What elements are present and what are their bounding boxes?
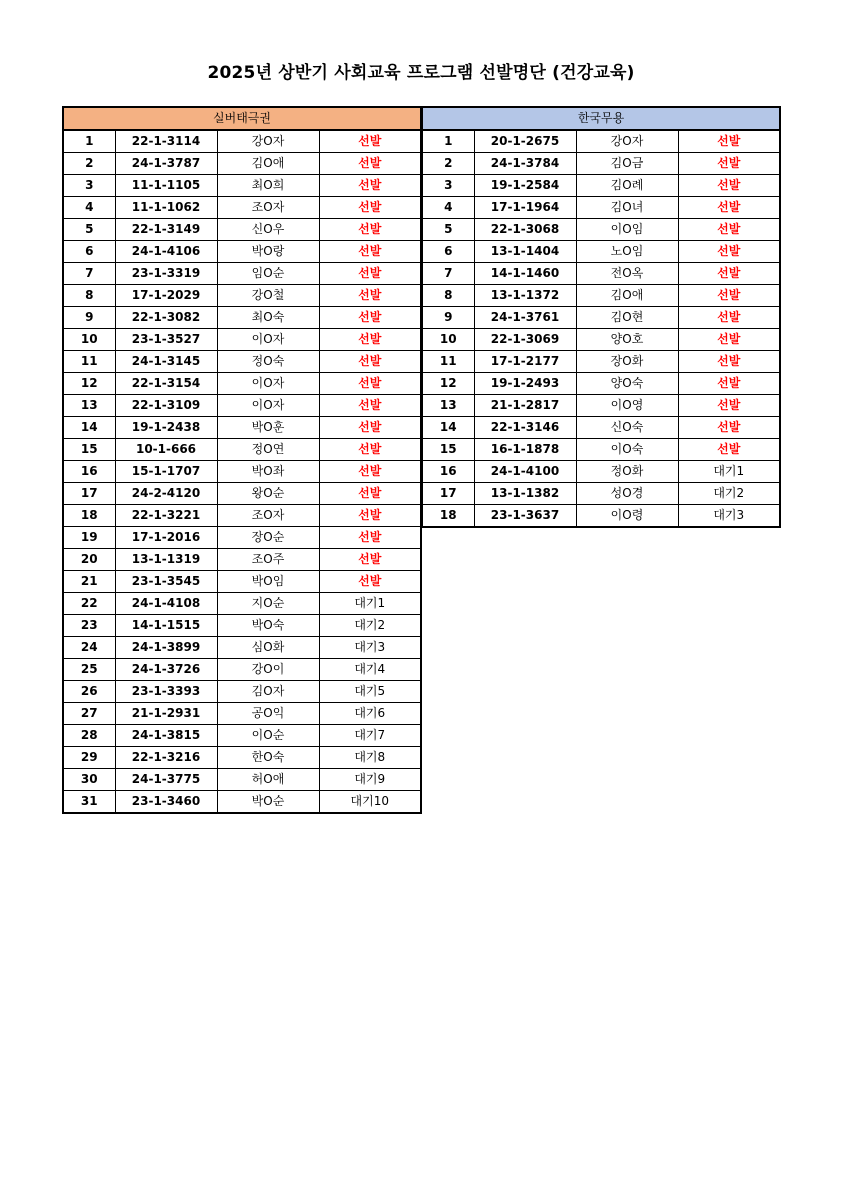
applicant-id: 23-1-3393 bbox=[115, 681, 217, 703]
selection-status: 선발 bbox=[678, 307, 780, 329]
selection-status: 선발 bbox=[319, 571, 421, 593]
applicant-name: 이O령 bbox=[576, 505, 678, 528]
applicant-name: 김O금 bbox=[576, 153, 678, 175]
applicant-id: 23-1-3319 bbox=[115, 263, 217, 285]
applicant-name: 이O순 bbox=[217, 725, 319, 747]
applicant-id: 22-1-3154 bbox=[115, 373, 217, 395]
selection-status: 선발 bbox=[319, 395, 421, 417]
applicant-id: 24-1-4106 bbox=[115, 241, 217, 263]
applicant-id: 23-1-3545 bbox=[115, 571, 217, 593]
row-number: 12 bbox=[63, 373, 115, 395]
row-number: 16 bbox=[422, 461, 474, 483]
table-row bbox=[63, 593, 421, 615]
applicant-id: 14-1-1515 bbox=[115, 615, 217, 637]
row-number: 20 bbox=[63, 549, 115, 571]
applicant-id: 19-1-2493 bbox=[474, 373, 576, 395]
selection-status: 선발 bbox=[319, 483, 421, 505]
applicant-name: 공O익 bbox=[217, 703, 319, 725]
applicant-name: 이O자 bbox=[217, 373, 319, 395]
applicant-id: 22-1-3149 bbox=[115, 219, 217, 241]
table-row bbox=[63, 175, 421, 197]
applicant-id: 22-1-3146 bbox=[474, 417, 576, 439]
selection-status: 선발 bbox=[678, 241, 780, 263]
row-number: 10 bbox=[63, 329, 115, 351]
table-row bbox=[422, 417, 780, 439]
selection-status: 선발 bbox=[319, 285, 421, 307]
row-number: 10 bbox=[422, 329, 474, 351]
applicant-name: 양O숙 bbox=[576, 373, 678, 395]
applicant-name: 이O숙 bbox=[576, 439, 678, 461]
selection-status: 대기10 bbox=[319, 791, 421, 814]
applicant-name: 허O애 bbox=[217, 769, 319, 791]
row-number: 21 bbox=[63, 571, 115, 593]
selection-status: 선발 bbox=[319, 130, 421, 153]
applicant-name: 장O순 bbox=[217, 527, 319, 549]
selection-status: 선발 bbox=[678, 263, 780, 285]
applicant-name: 신O우 bbox=[217, 219, 319, 241]
applicant-id: 23-1-3460 bbox=[115, 791, 217, 814]
applicant-id: 13-1-1319 bbox=[115, 549, 217, 571]
applicant-name: 박O훈 bbox=[217, 417, 319, 439]
applicant-id: 22-1-3069 bbox=[474, 329, 576, 351]
row-number: 6 bbox=[63, 241, 115, 263]
table-row bbox=[422, 197, 780, 219]
applicant-name: 김O현 bbox=[576, 307, 678, 329]
applicant-id: 24-1-3775 bbox=[115, 769, 217, 791]
selection-status: 대기2 bbox=[319, 615, 421, 637]
row-number: 7 bbox=[422, 263, 474, 285]
row-number: 13 bbox=[422, 395, 474, 417]
row-number: 8 bbox=[63, 285, 115, 307]
table-row bbox=[63, 571, 421, 593]
applicant-id: 17-1-2016 bbox=[115, 527, 217, 549]
row-number: 4 bbox=[422, 197, 474, 219]
applicant-name: 강O자 bbox=[217, 130, 319, 153]
applicant-id: 22-1-3114 bbox=[115, 130, 217, 153]
applicant-name: 최O숙 bbox=[217, 307, 319, 329]
row-number: 9 bbox=[422, 307, 474, 329]
selection-status: 선발 bbox=[678, 285, 780, 307]
applicant-id: 22-1-3082 bbox=[115, 307, 217, 329]
table-row bbox=[63, 307, 421, 329]
applicant-name: 성O경 bbox=[576, 483, 678, 505]
applicant-id: 22-1-3068 bbox=[474, 219, 576, 241]
applicant-name: 박O숙 bbox=[217, 615, 319, 637]
table-row bbox=[422, 461, 780, 483]
applicant-id: 17-1-2177 bbox=[474, 351, 576, 373]
table-row bbox=[63, 549, 421, 571]
applicant-id: 24-1-3726 bbox=[115, 659, 217, 681]
applicant-id: 22-1-3221 bbox=[115, 505, 217, 527]
applicant-id: 24-2-4120 bbox=[115, 483, 217, 505]
applicant-name: 양O호 bbox=[576, 329, 678, 351]
selection-status: 선발 bbox=[319, 219, 421, 241]
row-number: 11 bbox=[63, 351, 115, 373]
selection-status: 선발 bbox=[678, 417, 780, 439]
selection-status: 선발 bbox=[678, 153, 780, 175]
selection-status: 선발 bbox=[319, 549, 421, 571]
applicant-name: 조O주 bbox=[217, 549, 319, 571]
applicant-name: 장O화 bbox=[576, 351, 678, 373]
table-row bbox=[63, 241, 421, 263]
row-number: 12 bbox=[422, 373, 474, 395]
selection-status: 선발 bbox=[678, 130, 780, 153]
korean-dance-table bbox=[421, 106, 781, 528]
row-number: 23 bbox=[63, 615, 115, 637]
program-header-korean-dance: 한국무용 bbox=[422, 107, 780, 130]
row-number: 27 bbox=[63, 703, 115, 725]
applicant-id: 22-1-3109 bbox=[115, 395, 217, 417]
table-row bbox=[422, 241, 780, 263]
row-number: 13 bbox=[63, 395, 115, 417]
table-header-row bbox=[422, 107, 780, 130]
row-number: 11 bbox=[422, 351, 474, 373]
applicant-id: 24-1-3899 bbox=[115, 637, 217, 659]
applicant-name: 노O임 bbox=[576, 241, 678, 263]
selection-status: 선발 bbox=[319, 153, 421, 175]
row-number: 30 bbox=[63, 769, 115, 791]
selection-status: 선발 bbox=[678, 329, 780, 351]
applicant-name: 김O애 bbox=[217, 153, 319, 175]
table-row bbox=[63, 681, 421, 703]
applicant-name: 이O자 bbox=[217, 395, 319, 417]
selection-status: 선발 bbox=[678, 175, 780, 197]
row-number: 2 bbox=[422, 153, 474, 175]
row-number: 4 bbox=[63, 197, 115, 219]
row-number: 24 bbox=[63, 637, 115, 659]
table-row bbox=[63, 197, 421, 219]
table-row bbox=[422, 351, 780, 373]
table-row bbox=[422, 373, 780, 395]
row-number: 8 bbox=[422, 285, 474, 307]
selection-status: 대기4 bbox=[319, 659, 421, 681]
selection-status: 선발 bbox=[319, 307, 421, 329]
table-row bbox=[422, 285, 780, 307]
applicant-id: 16-1-1878 bbox=[474, 439, 576, 461]
selection-status: 선발 bbox=[319, 439, 421, 461]
selection-status: 대기8 bbox=[319, 747, 421, 769]
selection-status: 선발 bbox=[319, 373, 421, 395]
applicant-id: 10-1-666 bbox=[115, 439, 217, 461]
applicant-id: 11-1-1105 bbox=[115, 175, 217, 197]
applicant-id: 24-1-3761 bbox=[474, 307, 576, 329]
table-row bbox=[63, 615, 421, 637]
applicant-id: 13-1-1372 bbox=[474, 285, 576, 307]
applicant-id: 24-1-4108 bbox=[115, 593, 217, 615]
selection-status: 선발 bbox=[319, 505, 421, 527]
row-number: 19 bbox=[63, 527, 115, 549]
applicant-name: 강O이 bbox=[217, 659, 319, 681]
row-number: 14 bbox=[422, 417, 474, 439]
table-row bbox=[63, 747, 421, 769]
row-number: 1 bbox=[422, 130, 474, 153]
applicant-name: 심O화 bbox=[217, 637, 319, 659]
selection-status: 선발 bbox=[319, 197, 421, 219]
applicant-id: 22-1-3216 bbox=[115, 747, 217, 769]
applicant-name: 이O임 bbox=[576, 219, 678, 241]
row-number: 1 bbox=[63, 130, 115, 153]
silver-taichi-rows bbox=[63, 130, 421, 813]
table-row bbox=[63, 395, 421, 417]
applicant-name: 신O숙 bbox=[576, 417, 678, 439]
selection-status: 선발 bbox=[678, 351, 780, 373]
row-number: 18 bbox=[63, 505, 115, 527]
table-row bbox=[63, 483, 421, 505]
applicant-name: 김O녀 bbox=[576, 197, 678, 219]
table-row bbox=[63, 219, 421, 241]
row-number: 15 bbox=[422, 439, 474, 461]
applicant-id: 24-1-3815 bbox=[115, 725, 217, 747]
applicant-name: 강O자 bbox=[576, 130, 678, 153]
applicant-id: 17-1-1964 bbox=[474, 197, 576, 219]
row-number: 9 bbox=[63, 307, 115, 329]
selection-status: 선발 bbox=[319, 417, 421, 439]
table-row bbox=[63, 461, 421, 483]
applicant-name: 박O좌 bbox=[217, 461, 319, 483]
selection-status: 선발 bbox=[319, 461, 421, 483]
row-number: 17 bbox=[422, 483, 474, 505]
selection-status: 선발 bbox=[319, 527, 421, 549]
row-number: 2 bbox=[63, 153, 115, 175]
row-number: 3 bbox=[422, 175, 474, 197]
row-number: 28 bbox=[63, 725, 115, 747]
applicant-name: 전O옥 bbox=[576, 263, 678, 285]
table-row bbox=[63, 263, 421, 285]
row-number: 29 bbox=[63, 747, 115, 769]
applicant-id: 15-1-1707 bbox=[115, 461, 217, 483]
table-row bbox=[63, 130, 421, 153]
table-row bbox=[63, 417, 421, 439]
document-title: 2025년 상반기 사회교육 프로그램 선발명단 (건강교육) bbox=[207, 63, 635, 83]
selection-status: 선발 bbox=[319, 329, 421, 351]
table-row bbox=[422, 175, 780, 197]
selection-status: 대기2 bbox=[678, 483, 780, 505]
selection-status: 대기7 bbox=[319, 725, 421, 747]
table-row bbox=[63, 373, 421, 395]
applicant-id: 21-1-2931 bbox=[115, 703, 217, 725]
table-row bbox=[422, 329, 780, 351]
applicant-name: 박O임 bbox=[217, 571, 319, 593]
table-row bbox=[63, 659, 421, 681]
selection-status: 대기6 bbox=[319, 703, 421, 725]
table-row bbox=[422, 307, 780, 329]
applicant-name: 조O자 bbox=[217, 197, 319, 219]
applicant-name: 왕O순 bbox=[217, 483, 319, 505]
row-number: 6 bbox=[422, 241, 474, 263]
applicant-name: 정O숙 bbox=[217, 351, 319, 373]
selection-status: 선발 bbox=[678, 439, 780, 461]
selection-status: 대기3 bbox=[678, 505, 780, 528]
applicant-name: 정O화 bbox=[576, 461, 678, 483]
korean-dance-rows bbox=[422, 130, 780, 527]
table-row bbox=[422, 219, 780, 241]
selection-status: 대기9 bbox=[319, 769, 421, 791]
table-row bbox=[63, 153, 421, 175]
table-row bbox=[422, 505, 780, 528]
row-number: 3 bbox=[63, 175, 115, 197]
row-number: 5 bbox=[422, 219, 474, 241]
row-number: 5 bbox=[63, 219, 115, 241]
applicant-id: 24-1-3787 bbox=[115, 153, 217, 175]
selection-status: 선발 bbox=[319, 351, 421, 373]
selection-status: 대기1 bbox=[319, 593, 421, 615]
selection-status: 선발 bbox=[678, 373, 780, 395]
table-row bbox=[63, 703, 421, 725]
applicant-name: 최O희 bbox=[217, 175, 319, 197]
row-number: 25 bbox=[63, 659, 115, 681]
selection-status: 선발 bbox=[319, 175, 421, 197]
row-number: 16 bbox=[63, 461, 115, 483]
applicant-id: 24-1-3145 bbox=[115, 351, 217, 373]
table-row bbox=[63, 527, 421, 549]
selection-status: 선발 bbox=[678, 197, 780, 219]
applicant-name: 이O영 bbox=[576, 395, 678, 417]
row-number: 22 bbox=[63, 593, 115, 615]
row-number: 18 bbox=[422, 505, 474, 528]
applicant-name: 박O순 bbox=[217, 791, 319, 814]
applicant-name: 한O숙 bbox=[217, 747, 319, 769]
applicant-name: 김O애 bbox=[576, 285, 678, 307]
table-row bbox=[63, 285, 421, 307]
table-row bbox=[422, 439, 780, 461]
table-row bbox=[422, 130, 780, 153]
applicant-id: 19-1-2584 bbox=[474, 175, 576, 197]
applicant-id: 13-1-1404 bbox=[474, 241, 576, 263]
selection-status: 대기3 bbox=[319, 637, 421, 659]
row-number: 15 bbox=[63, 439, 115, 461]
applicant-id: 23-1-3637 bbox=[474, 505, 576, 528]
table-row bbox=[63, 637, 421, 659]
applicant-name: 지O순 bbox=[217, 593, 319, 615]
selection-status: 대기1 bbox=[678, 461, 780, 483]
applicant-name: 김O례 bbox=[576, 175, 678, 197]
row-number: 14 bbox=[63, 417, 115, 439]
program-header-silver-taichi: 실버태극권 bbox=[63, 107, 421, 130]
applicant-name: 박O랑 bbox=[217, 241, 319, 263]
applicant-id: 20-1-2675 bbox=[474, 130, 576, 153]
applicant-name: 정O연 bbox=[217, 439, 319, 461]
applicant-name: 임O순 bbox=[217, 263, 319, 285]
row-number: 31 bbox=[63, 791, 115, 814]
table-row bbox=[63, 505, 421, 527]
table-row bbox=[63, 329, 421, 351]
applicant-id: 24-1-3784 bbox=[474, 153, 576, 175]
row-number: 26 bbox=[63, 681, 115, 703]
selection-status: 선발 bbox=[319, 263, 421, 285]
row-number: 17 bbox=[63, 483, 115, 505]
table-row bbox=[63, 351, 421, 373]
table-row bbox=[63, 769, 421, 791]
selection-status: 선발 bbox=[678, 395, 780, 417]
applicant-id: 21-1-2817 bbox=[474, 395, 576, 417]
applicant-id: 23-1-3527 bbox=[115, 329, 217, 351]
table-header-row bbox=[63, 107, 421, 130]
silver-taichi-table bbox=[62, 106, 422, 814]
applicant-id: 19-1-2438 bbox=[115, 417, 217, 439]
selection-status: 선발 bbox=[319, 241, 421, 263]
table-row bbox=[63, 439, 421, 461]
table-row bbox=[422, 153, 780, 175]
table-row bbox=[422, 483, 780, 505]
applicant-id: 17-1-2029 bbox=[115, 285, 217, 307]
applicant-name: 조O자 bbox=[217, 505, 319, 527]
table-row bbox=[63, 791, 421, 814]
applicant-name: 강O철 bbox=[217, 285, 319, 307]
selection-status: 선발 bbox=[678, 219, 780, 241]
table-row bbox=[63, 725, 421, 747]
row-number: 7 bbox=[63, 263, 115, 285]
applicant-name: 김O자 bbox=[217, 681, 319, 703]
applicant-id: 24-1-4100 bbox=[474, 461, 576, 483]
applicant-id: 11-1-1062 bbox=[115, 197, 217, 219]
table-row bbox=[422, 395, 780, 417]
table-row bbox=[422, 263, 780, 285]
applicant-id: 14-1-1460 bbox=[474, 263, 576, 285]
selection-status: 대기5 bbox=[319, 681, 421, 703]
applicant-name: 이O자 bbox=[217, 329, 319, 351]
applicant-id: 13-1-1382 bbox=[474, 483, 576, 505]
